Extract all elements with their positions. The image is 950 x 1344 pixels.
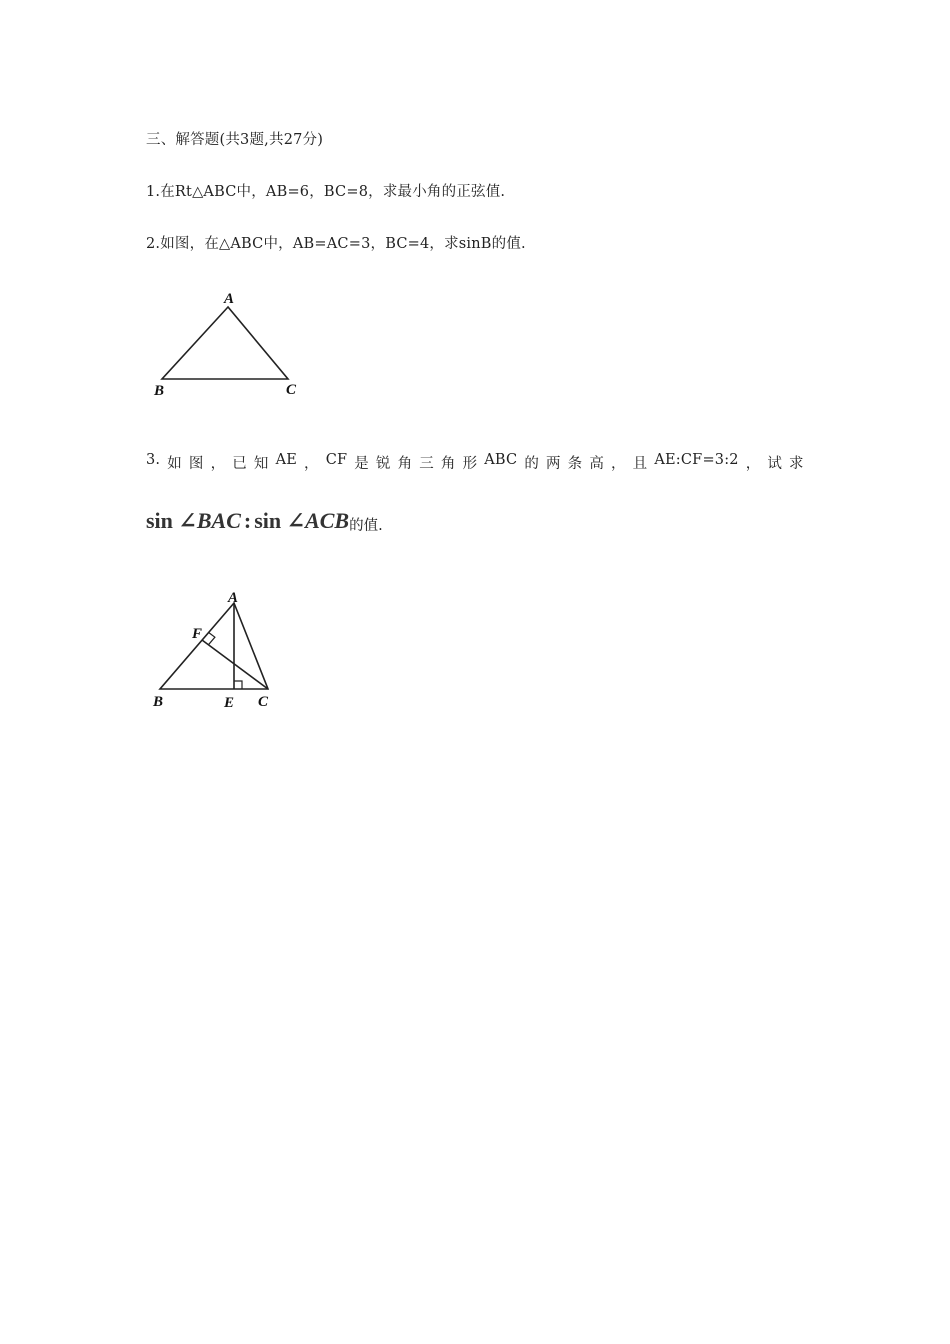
formula-angle-acb: ∠ACB	[286, 508, 350, 533]
q3-token: 高	[589, 456, 605, 472]
q3-token: 图	[188, 456, 204, 472]
q3-token: 的	[524, 456, 540, 472]
q3-token: AE:CF=3:2	[654, 452, 739, 468]
q3-token: ，	[304, 456, 319, 472]
q3-token: 形	[462, 456, 478, 472]
label-a: A	[228, 590, 239, 606]
formula-angle-bac: ∠BAC	[178, 508, 241, 533]
label-c: C	[286, 382, 297, 398]
q3-token: 角	[440, 456, 456, 472]
q3-token: 已	[232, 456, 247, 472]
q3-token: 试	[767, 456, 783, 472]
figure-2-triangle-altitudes	[140, 586, 290, 716]
formula-math	[146, 508, 349, 533]
q3-formula	[146, 508, 383, 535]
q3-token: 且	[632, 456, 648, 472]
right-angle-mark-e	[234, 681, 242, 689]
formula-colon: :	[243, 508, 252, 533]
question-3	[146, 452, 804, 473]
q3-token: 两	[545, 456, 561, 472]
question-1: 1.在Rt△ABC中，AB=6，BC=8，求最小角的正弦值.	[146, 184, 506, 200]
q3-token: 三	[419, 456, 434, 472]
question-2: 2.如图，在△ABC中，AB=AC=3，BC=4，求sinB的值.	[146, 236, 526, 252]
right-angle-mark-f	[208, 632, 215, 644]
q3-token: 3.	[146, 452, 161, 468]
q3-token: ，	[611, 456, 626, 472]
label-b: B	[154, 383, 165, 399]
q3-token: AE	[275, 452, 298, 468]
q3-token: 角	[397, 456, 413, 472]
q3-token: ，	[745, 456, 761, 472]
label-a: A	[224, 291, 235, 307]
q3-token: ，	[210, 456, 226, 472]
section-title: 三、解答题(共3题,共27分)	[146, 132, 324, 148]
q3-token: 是	[354, 456, 369, 472]
formula-sin-1: sin	[146, 508, 173, 533]
label-c: C	[258, 694, 269, 710]
q3-token: 求	[789, 456, 804, 472]
label-e: E	[224, 695, 235, 711]
label-f: F	[192, 626, 203, 642]
q3-token: 条	[567, 456, 583, 472]
figure-1-triangle	[140, 288, 310, 408]
label-b: B	[153, 694, 164, 710]
q3-tail-text: 的值.	[349, 518, 383, 534]
formula-sin-2: sin	[254, 508, 282, 533]
triangle-abc	[162, 307, 288, 379]
q3-token: 锐	[375, 456, 391, 472]
q3-token: CF	[325, 452, 348, 468]
q3-token: 如	[167, 456, 182, 472]
q3-token: ABC	[484, 452, 518, 468]
q3-token: 知	[253, 456, 269, 472]
